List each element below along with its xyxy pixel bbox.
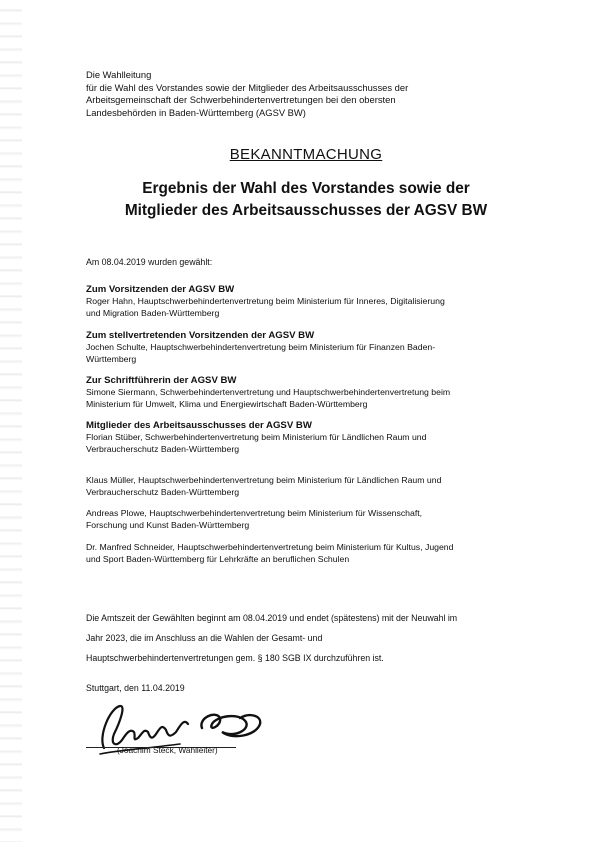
page-title-line: Ergebnis der Wahl des Vorstandes sowie der xyxy=(142,180,470,197)
section-text: Jochen Schulte, Hauptschwerbehindertenvertretung beim Ministerium für Finanzen Baden- xyxy=(86,342,436,352)
member-text: Forschung und Kunst Baden-Württemberg xyxy=(86,519,250,530)
signer-name: (Joachim Steck, Wahlleiter) xyxy=(117,745,218,755)
section-heading: Mitglieder des Arbeitsausschusses der AGSV BW xyxy=(86,420,312,431)
section-text: Ministerium für Umwelt, Klima und Energiewirtschaft Baden-Württemberg xyxy=(86,398,368,409)
member-text: Klaus Müller, Hauptschwerbehindertenvertretung beim Ministerium für Ländlichen Raum und xyxy=(86,475,442,485)
section-text: und Migration Baden-Württemberg xyxy=(86,307,220,318)
section-heading: Zur Schriftführerin der AGSV BW xyxy=(86,375,237,386)
member-text: und Sport Baden-Württemberg für Lehrkräfte an beruflichen Schulen xyxy=(86,553,350,564)
committee-member xyxy=(86,508,526,531)
section-text: Roger Hahn, Hauptschwerbehindertenvertretung beim Ministerium für Inneres, Digitalisierung xyxy=(86,296,445,306)
section-text: Simone Siermann, Schwerbehindertenvertretung und Hauptschwerbehindertenvertretung beim xyxy=(86,387,451,397)
sender-line: Die Wahlleitung xyxy=(86,69,152,80)
closing-line: Jahr 2023, die im Anschluss an die Wahlen der Gesamt- und xyxy=(86,633,323,643)
sender-block xyxy=(86,69,506,119)
section-text: Württemberg xyxy=(86,353,137,364)
member-text: Verbraucherschutz Baden-Württemberg xyxy=(86,486,240,497)
member-text: Florian Stüber, Schwerbehindertenvertretung beim Ministerium für Ländlichen Raum und xyxy=(86,432,427,442)
sender-line: für die Wahl des Vorstandes sowie der Mitglieder des Arbeitsausschusses der xyxy=(86,81,409,93)
section-heading: Zum Vorsitzenden der AGSV BW xyxy=(86,284,235,295)
member-text: Verbraucherschutz Baden-Württemberg xyxy=(86,443,240,454)
page-title-line: Mitglieder des Arbeitsausschusses der AGSV BW xyxy=(124,202,488,219)
section-chair xyxy=(86,284,526,319)
sender-line: Landesbehörden in Baden-Württemberg (AGSV BW) xyxy=(86,106,306,118)
section-secretary xyxy=(86,375,526,410)
notice-title: BEKANNTMACHUNG xyxy=(229,146,383,163)
closing-paragraph xyxy=(86,608,536,668)
member-text: Andreas Plowe, Hauptschwerbehindertenvertretung beim Ministerium für Wissenschaft, xyxy=(86,508,423,518)
section-deputy xyxy=(86,330,526,365)
committee-member xyxy=(86,542,526,565)
closing-line: Die Amtszeit der Gewählten beginnt am 08.04.2019 und endet (spätestens) mit der Neuwahl im xyxy=(86,613,458,623)
intro-text: Am 08.04.2019 wurden gewählt: xyxy=(86,257,213,267)
section-heading: Zum stellvertretenden Vorsitzenden der AGSV BW xyxy=(86,330,315,341)
sender-line: Arbeitsgemeinschaft der Schwerbehindertenvertretungen bei den obersten xyxy=(86,94,396,106)
page-title xyxy=(0,178,612,222)
place-date: Stuttgart, den 11.04.2019 xyxy=(86,683,185,693)
closing-line: Hauptschwerbehindertenvertretungen gem. § 180 SGB IX durchzuführen ist. xyxy=(86,653,384,663)
member-text: Dr. Manfred Schneider, Hauptschwerbehindertenvertretung beim Ministerium für Kultus, Jugend xyxy=(86,542,454,552)
section-committee xyxy=(86,420,526,455)
scan-edge-artifact xyxy=(0,0,22,842)
committee-member xyxy=(86,475,526,498)
